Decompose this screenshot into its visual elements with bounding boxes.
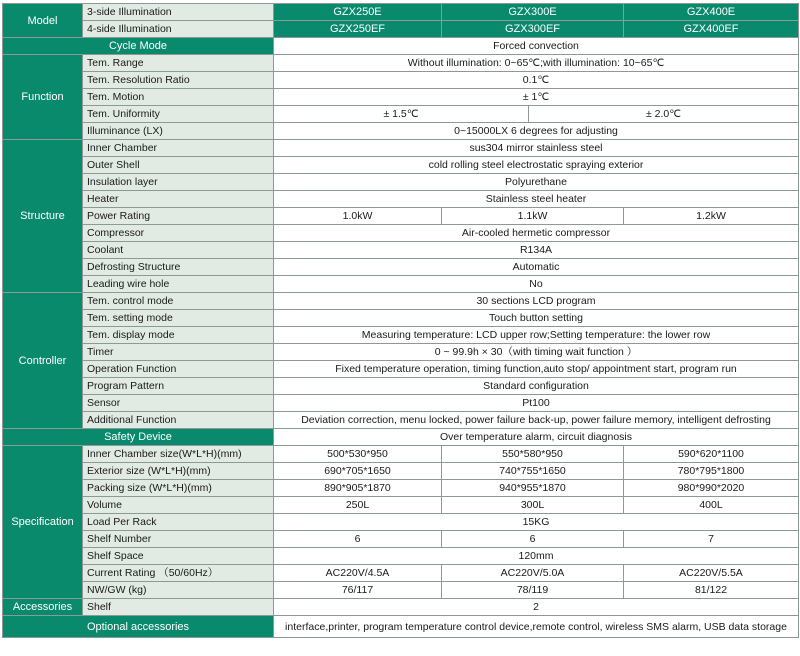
row-label: 3-side Illumination bbox=[83, 4, 274, 21]
row-label: Compressor bbox=[83, 225, 274, 242]
model-name: GZX250EF bbox=[274, 21, 442, 38]
row-label: Tem. setting mode bbox=[83, 310, 274, 327]
cell-value: Air-cooled hermetic compressor bbox=[274, 225, 799, 242]
cell-value: Forced convection bbox=[274, 38, 799, 55]
group-accessories: Accessories bbox=[3, 599, 83, 616]
cell-value: 0.1℃ bbox=[274, 72, 799, 89]
row-label: Tem. Motion bbox=[83, 89, 274, 106]
row-label: Exterior size (W*L*H)(mm) bbox=[83, 463, 274, 480]
row-label: Tem. display mode bbox=[83, 327, 274, 344]
row-label: Load Per Rack bbox=[83, 514, 274, 531]
cell-value: 6 bbox=[274, 531, 442, 548]
row-label: Volume bbox=[83, 497, 274, 514]
cell-value: 500*530*950 bbox=[274, 446, 442, 463]
cell-value: AC220V/5.0A bbox=[442, 565, 624, 582]
row-label: Tem. Range bbox=[83, 55, 274, 72]
cell-value: 15KG bbox=[274, 514, 799, 531]
cell-value: ± 2.0℃ bbox=[529, 106, 799, 123]
cell-value: R134A bbox=[274, 242, 799, 259]
group-structure: Structure bbox=[3, 140, 83, 293]
cell-value: 2 bbox=[274, 599, 799, 616]
cell-value: 1.0kW bbox=[274, 208, 442, 225]
group-specification: Specification bbox=[3, 446, 83, 599]
row-label: Sensor bbox=[83, 395, 274, 412]
section-banner: Safety Device bbox=[3, 429, 274, 446]
row-label: Program Pattern bbox=[83, 378, 274, 395]
cell-value: 7 bbox=[624, 531, 799, 548]
spec-table bbox=[2, 3, 799, 638]
row-label: Inner Chamber size(W*L*H)(mm) bbox=[83, 446, 274, 463]
cell-value: 0~15000LX 6 degrees for adjusting bbox=[274, 123, 799, 140]
model-name: GZX400E bbox=[624, 4, 799, 21]
cell-value: 120mm bbox=[274, 548, 799, 565]
cell-value: Automatic bbox=[274, 259, 799, 276]
row-label: Defrosting Structure bbox=[83, 259, 274, 276]
cell-value: 550*580*950 bbox=[442, 446, 624, 463]
cell-value: 690*705*1650 bbox=[274, 463, 442, 480]
cell-value: AC220V/5.5A bbox=[624, 565, 799, 582]
cell-value: cold rolling steel electrostatic spraying exterior bbox=[274, 157, 799, 174]
cell-value: ± 1.5℃ bbox=[274, 106, 529, 123]
row-label: Shelf bbox=[83, 599, 274, 616]
cell-value: 78/119 bbox=[442, 582, 624, 599]
cell-value: Fixed temperature operation, timing function,auto stop/ appointment start, program run bbox=[274, 361, 799, 378]
cell-value: 980*990*2020 bbox=[624, 480, 799, 497]
cell-value: AC220V/4.5A bbox=[274, 565, 442, 582]
cell-value: ± 1℃ bbox=[274, 89, 799, 106]
cell-value: 940*955*1870 bbox=[442, 480, 624, 497]
cell-value: 1.1kW bbox=[442, 208, 624, 225]
row-label: Power Rating bbox=[83, 208, 274, 225]
cell-value: No bbox=[274, 276, 799, 293]
row-label: Illuminance (LX) bbox=[83, 123, 274, 140]
row-label: Timer bbox=[83, 344, 274, 361]
row-label: Shelf Number bbox=[83, 531, 274, 548]
cell-value: 1.2kW bbox=[624, 208, 799, 225]
cell-value: 6 bbox=[442, 531, 624, 548]
cell-value: 30 sections LCD program bbox=[274, 293, 799, 310]
row-label: Additional Function bbox=[83, 412, 274, 429]
cell-value: Pt100 bbox=[274, 395, 799, 412]
cell-value: sus304 mirror stainless steel bbox=[274, 140, 799, 157]
row-label: Heater bbox=[83, 191, 274, 208]
cell-value: 890*905*1870 bbox=[274, 480, 442, 497]
cell-value: 250L bbox=[274, 497, 442, 514]
cell-value: Over temperature alarm, circuit diagnosis bbox=[274, 429, 799, 446]
row-label: Inner Chamber bbox=[83, 140, 274, 157]
cell-value: 300L bbox=[442, 497, 624, 514]
cell-value: Measuring temperature: LCD upper row;Setting temperature: the lower row bbox=[274, 327, 799, 344]
model-name: GZX400EF bbox=[624, 21, 799, 38]
cell-value: 0 ~ 99.9h × 30（with timing wait function ） bbox=[274, 344, 799, 361]
cell-value: 780*795*1800 bbox=[624, 463, 799, 480]
model-name: GZX300EF bbox=[442, 21, 624, 38]
model-name: GZX300E bbox=[442, 4, 624, 21]
cell-value: 76/117 bbox=[274, 582, 442, 599]
row-label: Current Rating （50/60Hz） bbox=[83, 565, 274, 582]
cell-value: 81/122 bbox=[624, 582, 799, 599]
cell-value: Standard configuration bbox=[274, 378, 799, 395]
row-label: Tem. Resolution Ratio bbox=[83, 72, 274, 89]
row-label: Shelf Space bbox=[83, 548, 274, 565]
cell-value: Touch button setting bbox=[274, 310, 799, 327]
row-label: Leading wire hole bbox=[83, 276, 274, 293]
row-label: 4-side Illumination bbox=[83, 21, 274, 38]
group-function: Function bbox=[3, 55, 83, 140]
row-label: Coolant bbox=[83, 242, 274, 259]
group-controller: Controller bbox=[3, 293, 83, 429]
section-banner: Cycle Mode bbox=[3, 38, 274, 55]
cell-value: 590*620*1100 bbox=[624, 446, 799, 463]
cell-value: 740*755*1650 bbox=[442, 463, 624, 480]
cell-value: Deviation correction, menu locked, power failure back-up, power failure memory, intelligent defrosting bbox=[274, 412, 799, 429]
row-label: NW/GW (kg) bbox=[83, 582, 274, 599]
row-label: Tem. Uniformity bbox=[83, 106, 274, 123]
cell-value: 400L bbox=[624, 497, 799, 514]
cell-value: Polyurethane bbox=[274, 174, 799, 191]
row-label: Outer Shell bbox=[83, 157, 274, 174]
cell-value: Stainless steel heater bbox=[274, 191, 799, 208]
cell-value: interface,printer, program temperature control device,remote control, wireless SMS alarm, USB data storage bbox=[274, 616, 799, 638]
section-banner: Optional accessories bbox=[3, 616, 274, 638]
row-label: Tem. control mode bbox=[83, 293, 274, 310]
row-label: Packing size (W*L*H)(mm) bbox=[83, 480, 274, 497]
model-name: GZX250E bbox=[274, 4, 442, 21]
row-label: Operation Function bbox=[83, 361, 274, 378]
cell-value: Without illumination: 0~65℃;with illumination: 10~65℃ bbox=[274, 55, 799, 72]
row-label: Insulation layer bbox=[83, 174, 274, 191]
model-header: Model bbox=[3, 4, 83, 38]
